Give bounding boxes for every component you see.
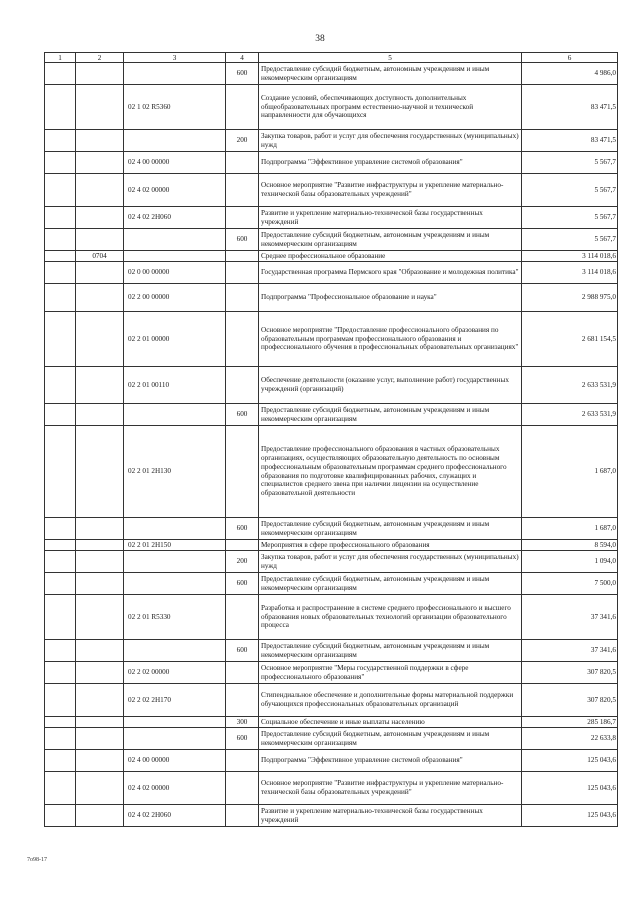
row-col-1 xyxy=(45,573,76,595)
expense-type-code: 600 xyxy=(226,640,259,662)
table-row xyxy=(45,152,618,174)
amount: 22 633,8 xyxy=(522,728,618,750)
target-code: 02 0 00 00000 xyxy=(124,262,226,284)
item-name: Среднее профессиональное образование xyxy=(259,251,522,262)
expense-type-code xyxy=(226,251,259,262)
table-row xyxy=(45,772,618,805)
section-code xyxy=(76,229,124,251)
table-row xyxy=(45,595,618,640)
amount: 3 114 018,6 xyxy=(522,262,618,284)
expense-type-code xyxy=(226,684,259,717)
item-name: Государственная программа Пермского края "Образование и молодежная политика" xyxy=(259,262,522,284)
header-row xyxy=(45,53,618,63)
amount: 2 988 975,0 xyxy=(522,284,618,312)
expense-type-code xyxy=(226,662,259,684)
item-name: Предоставление субсидий бюджетным, автономным учреждениям и иным некоммерческим организациям xyxy=(259,518,522,540)
table-row xyxy=(45,551,618,573)
row-col-1 xyxy=(45,174,76,207)
table-row xyxy=(45,367,618,404)
section-code xyxy=(76,662,124,684)
row-col-1 xyxy=(45,728,76,750)
section-code xyxy=(76,540,124,551)
expense-type-code xyxy=(226,85,259,130)
section-code xyxy=(76,772,124,805)
expense-type-code: 600 xyxy=(226,63,259,85)
amount: 1 687,0 xyxy=(522,518,618,540)
item-name: Подпрограмма "Профессиональное образование и наука" xyxy=(259,284,522,312)
row-col-1 xyxy=(45,551,76,573)
row-col-1 xyxy=(45,717,76,728)
expense-type-code xyxy=(226,262,259,284)
column-header-3: 3 xyxy=(124,53,226,63)
amount: 2 681 154,5 xyxy=(522,312,618,367)
table-row xyxy=(45,518,618,540)
target-code xyxy=(124,551,226,573)
section-code xyxy=(76,63,124,85)
table-row xyxy=(45,130,618,152)
amount: 37 341,6 xyxy=(522,595,618,640)
item-name: Подпрограмма "Эффективное управление системой образования" xyxy=(259,750,522,772)
row-col-1 xyxy=(45,518,76,540)
item-name: Основное мероприятие "Предоставление профессионального образования по образовательным программам профессионального образования и профессионального обучения в профессиональных образовательных организациях" xyxy=(259,312,522,367)
expense-type-code xyxy=(226,174,259,207)
table-row xyxy=(45,426,618,518)
expense-type-code xyxy=(226,367,259,404)
expense-type-code: 300 xyxy=(226,717,259,728)
row-col-1 xyxy=(45,229,76,251)
expense-type-code: 600 xyxy=(226,573,259,595)
amount: 307 820,5 xyxy=(522,684,618,717)
amount: 83 471,5 xyxy=(522,85,618,130)
item-name: Развитие и укрепление материально-технической базы государственных учреждений xyxy=(259,207,522,229)
target-code: 02 4 00 00000 xyxy=(124,750,226,772)
row-col-1 xyxy=(45,367,76,404)
table-row xyxy=(45,312,618,367)
target-code: 02 2 02 00000 xyxy=(124,662,226,684)
section-code xyxy=(76,404,124,426)
table-row xyxy=(45,251,618,262)
table-row xyxy=(45,684,618,717)
target-code xyxy=(124,728,226,750)
amount: 307 820,5 xyxy=(522,662,618,684)
section-code xyxy=(76,805,124,827)
expense-type-code: 600 xyxy=(226,404,259,426)
target-code: 02 4 02 00000 xyxy=(124,174,226,207)
section-code xyxy=(76,207,124,229)
row-col-1 xyxy=(45,684,76,717)
row-col-1 xyxy=(45,312,76,367)
amount: 4 986,0 xyxy=(522,63,618,85)
target-code xyxy=(124,229,226,251)
row-col-1 xyxy=(45,404,76,426)
table-row xyxy=(45,262,618,284)
item-name: Основное мероприятие "Развитие инфраструктуры и укрепление материально-технической базы образовательных учреждений" xyxy=(259,772,522,805)
target-code: 02 2 01 2Н130 xyxy=(124,426,226,518)
row-col-1 xyxy=(45,426,76,518)
expense-type-code xyxy=(226,595,259,640)
section-code xyxy=(76,518,124,540)
section-code xyxy=(76,85,124,130)
column-header-1: 1 xyxy=(45,53,76,63)
expense-type-code: 600 xyxy=(226,518,259,540)
table-row xyxy=(45,805,618,827)
row-col-1 xyxy=(45,640,76,662)
amount: 1 687,0 xyxy=(522,426,618,518)
section-code xyxy=(76,684,124,717)
section-code xyxy=(76,573,124,595)
item-name: Мероприятия в сфере профессионального образования xyxy=(259,540,522,551)
amount: 37 341,6 xyxy=(522,640,618,662)
table-row xyxy=(45,63,618,85)
item-name: Разработка и распространение в системе среднего профессионального и высшего образования новых образовательных технологий организации образовательного процесса xyxy=(259,595,522,640)
section-code xyxy=(76,262,124,284)
table-row xyxy=(45,717,618,728)
expense-type-code xyxy=(226,284,259,312)
amount: 285 186,7 xyxy=(522,717,618,728)
page-number: 38 xyxy=(315,34,325,44)
section-code: 0704 xyxy=(76,251,124,262)
item-name: Основное мероприятие "Развитие инфраструктуры и укрепление материально-технической базы образовательных учреждений" xyxy=(259,174,522,207)
expense-type-code xyxy=(226,152,259,174)
target-code xyxy=(124,130,226,152)
section-code xyxy=(76,717,124,728)
item-name: Закупка товаров, работ и услуг для обеспечения государственных (муниципальных) нужд xyxy=(259,551,522,573)
amount: 125 043,6 xyxy=(522,772,618,805)
expense-type-code xyxy=(226,805,259,827)
section-code xyxy=(76,728,124,750)
amount: 7 500,0 xyxy=(522,573,618,595)
table-row xyxy=(45,284,618,312)
target-code: 02 4 02 2Н060 xyxy=(124,207,226,229)
target-code: 02 2 01 00110 xyxy=(124,367,226,404)
amount: 5 567,7 xyxy=(522,229,618,251)
target-code xyxy=(124,404,226,426)
item-name: Предоставление субсидий бюджетным, автономным учреждениям и иным некоммерческим организациям xyxy=(259,404,522,426)
amount: 2 633 531,9 xyxy=(522,404,618,426)
table-row xyxy=(45,662,618,684)
row-col-1 xyxy=(45,662,76,684)
expense-type-code: 600 xyxy=(226,229,259,251)
section-code xyxy=(76,367,124,404)
item-name: Предоставление субсидий бюджетным, автономным учреждениям и иным некоммерческим организациям xyxy=(259,63,522,85)
target-code: 02 4 00 00000 xyxy=(124,152,226,174)
target-code: 02 2 02 2Н170 xyxy=(124,684,226,717)
expense-type-code: 200 xyxy=(226,130,259,152)
expense-type-code: 200 xyxy=(226,551,259,573)
table-row xyxy=(45,728,618,750)
target-code: 02 4 02 00000 xyxy=(124,772,226,805)
expense-type-code xyxy=(226,540,259,551)
expense-type-code xyxy=(226,207,259,229)
expense-type-code: 600 xyxy=(226,728,259,750)
row-col-1 xyxy=(45,750,76,772)
item-name: Предоставление профессионального образования в частных образовательных организациях, осуществляющих образовательную деятельность по основным профессиональным образовательным программам среднего профессионального образования по подготовке квалифицированных рабочих, служащих и специалистов среднего звена при наличии лицензии на осуществление образовательной деятельности xyxy=(259,426,522,518)
expense-type-code xyxy=(226,312,259,367)
row-col-1 xyxy=(45,130,76,152)
column-header-5: 5 xyxy=(259,53,522,63)
target-code xyxy=(124,518,226,540)
expense-type-code xyxy=(226,750,259,772)
target-code: 02 1 02 R5360 xyxy=(124,85,226,130)
section-code xyxy=(76,426,124,518)
column-header-6: 6 xyxy=(522,53,618,63)
row-col-1 xyxy=(45,772,76,805)
table-row xyxy=(45,573,618,595)
row-col-1 xyxy=(45,207,76,229)
section-code xyxy=(76,595,124,640)
amount: 5 567,7 xyxy=(522,174,618,207)
table-row xyxy=(45,207,618,229)
item-name: Создание условий, обеспечивающих доступность дополнительных общеобразовательных программ естественно-научной и технической направленности для обучающихся xyxy=(259,85,522,130)
item-name: Предоставление субсидий бюджетным, автономным учреждениям и иным некоммерческим организациям xyxy=(259,728,522,750)
row-col-1 xyxy=(45,251,76,262)
target-code: 02 2 01 R5330 xyxy=(124,595,226,640)
item-name: Обеспечение деятельности (оказание услуг, выполнение работ) государственных учреждений (организаций) xyxy=(259,367,522,404)
item-name: Стипендиальное обеспечение и дополнительные формы материальной поддержки обучающихся профессиональных образовательных организаций xyxy=(259,684,522,717)
amount: 8 594,0 xyxy=(522,540,618,551)
target-code: 02 4 02 2Н060 xyxy=(124,805,226,827)
footer-code: 7о98-17 xyxy=(27,857,47,863)
amount: 3 114 018,6 xyxy=(522,251,618,262)
table-row xyxy=(45,404,618,426)
target-code: 02 2 00 00000 xyxy=(124,284,226,312)
table-header xyxy=(45,53,618,63)
table-row xyxy=(45,640,618,662)
target-code xyxy=(124,640,226,662)
table-row xyxy=(45,174,618,207)
amount: 83 471,5 xyxy=(522,130,618,152)
expense-type-code xyxy=(226,772,259,805)
row-col-1 xyxy=(45,805,76,827)
item-name: Социальное обеспечение и иные выплаты населению xyxy=(259,717,522,728)
section-code xyxy=(76,284,124,312)
target-code xyxy=(124,717,226,728)
table-body xyxy=(45,63,618,827)
row-col-1 xyxy=(45,152,76,174)
row-col-1 xyxy=(45,284,76,312)
section-code xyxy=(76,130,124,152)
section-code xyxy=(76,750,124,772)
target-code xyxy=(124,573,226,595)
amount: 125 043,6 xyxy=(522,805,618,827)
target-code xyxy=(124,251,226,262)
item-name: Предоставление субсидий бюджетным, автономным учреждениям и иным некоммерческим организациям xyxy=(259,229,522,251)
item-name: Предоставление субсидий бюджетным, автономным учреждениям и иным некоммерческим организациям xyxy=(259,573,522,595)
section-code xyxy=(76,152,124,174)
amount: 1 094,0 xyxy=(522,551,618,573)
section-code xyxy=(76,551,124,573)
table-row xyxy=(45,229,618,251)
column-header-4: 4 xyxy=(226,53,259,63)
item-name: Закупка товаров, работ и услуг для обеспечения государственных (муниципальных) нужд xyxy=(259,130,522,152)
expense-type-code xyxy=(226,426,259,518)
table-row xyxy=(45,750,618,772)
amount: 2 633 531,9 xyxy=(522,367,618,404)
column-header-2: 2 xyxy=(76,53,124,63)
item-name: Подпрограмма "Эффективное управление системой образования" xyxy=(259,152,522,174)
item-name: Развитие и укрепление материально-технической базы государственных учреждений xyxy=(259,805,522,827)
row-col-1 xyxy=(45,540,76,551)
item-name: Предоставление субсидий бюджетным, автономным учреждениям и иным некоммерческим организациям xyxy=(259,640,522,662)
row-col-1 xyxy=(45,595,76,640)
target-code xyxy=(124,63,226,85)
table-row xyxy=(45,85,618,130)
amount: 125 043,6 xyxy=(522,750,618,772)
target-code: 02 2 01 2Н150 xyxy=(124,540,226,551)
amount: 5 567,7 xyxy=(522,207,618,229)
row-col-1 xyxy=(45,262,76,284)
amount: 5 567,7 xyxy=(522,152,618,174)
row-col-1 xyxy=(45,85,76,130)
section-code xyxy=(76,174,124,207)
target-code: 02 2 01 00000 xyxy=(124,312,226,367)
budget-table xyxy=(44,52,618,827)
section-code xyxy=(76,640,124,662)
table-row xyxy=(45,540,618,551)
section-code xyxy=(76,312,124,367)
row-col-1 xyxy=(45,63,76,85)
item-name: Основное мероприятие "Меры государственной поддержки в сфере профессионального образования" xyxy=(259,662,522,684)
